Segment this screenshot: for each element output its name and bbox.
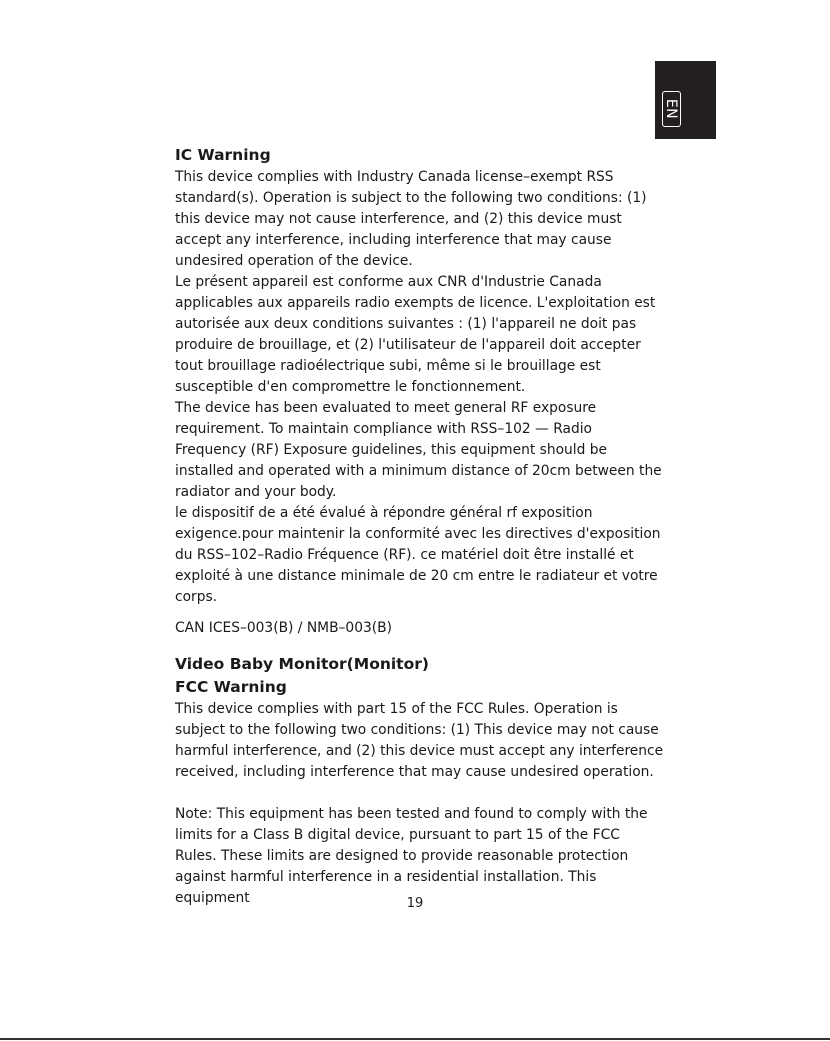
- language-tab-label: EN: [663, 98, 680, 120]
- page-number: 19: [406, 896, 424, 911]
- page-content: [175, 144, 665, 909]
- monitor-heading: Video Baby Monitor(Monitor): [175, 655, 429, 673]
- ic-warning-paragraph-en: This device complies with Industry Canada license–exempt RSS standard(s). Operation is subject to the following two conditions: (1) this device may not cause interference, and (2) this device must accept any interference, including interference that may cause undesired operation of the device.: [175, 169, 647, 269]
- fcc-warning-heading: FCC Warning: [175, 678, 287, 696]
- bottom-rule: [0, 1038, 830, 1040]
- fcc-note-paragraph: Note: This equipment has been tested and found to comply with the limits for a Class B digital device, pursuant to part 15 of the FCC Rules. These limits are designed to provide reasonable protection against harmful interference in a residential installation. This equipment: [175, 806, 648, 906]
- rf-exposure-paragraph-en: The device has been evaluated to meet general RF exposure requirement. To maintain compliance with RSS–102 — Radio Frequency (RF) Exposure guidelines, this equipment should be installed and operated with a minimum distance of 20cm between the radiator and your body.: [175, 400, 662, 500]
- ic-warning-paragraph-fr: Le présent appareil est conforme aux CNR d'Industrie Canada applicables aux appareils radio exempts de licence. L'exploitation est autorisée aux deux conditions suivantes : (1) l'appareil ne doit pas produire de brouillage, et (2) l'utilisateur de l'appareil doit accepter tout brouillage radioélectrique subi, même si le brouillage est susceptible d'en compromettre le fonctionnement.: [175, 274, 656, 395]
- language-tab: [655, 61, 716, 139]
- rf-exposure-paragraph-fr: le dispositif de a été évalué à répondre général rf exposition exigence.pour maintenir la conformité avec les directives d'exposition du RSS–102–Radio Fréquence (RF). ce matériel doit être installé et exploité à une distance minimale de 20 cm entre le radiateur et votre corps.: [175, 505, 661, 605]
- ices-statement: CAN ICES–003(B) / NMB–003(B): [175, 620, 392, 636]
- fcc-warning-paragraph: This device complies with part 15 of the FCC Rules. Operation is subject to the following two conditions: (1) This device may not cause harmful interference, and (2) this device must accept any interference received, including interference that may cause undesired operation.: [175, 701, 664, 780]
- ic-warning-heading: IC Warning: [175, 146, 271, 164]
